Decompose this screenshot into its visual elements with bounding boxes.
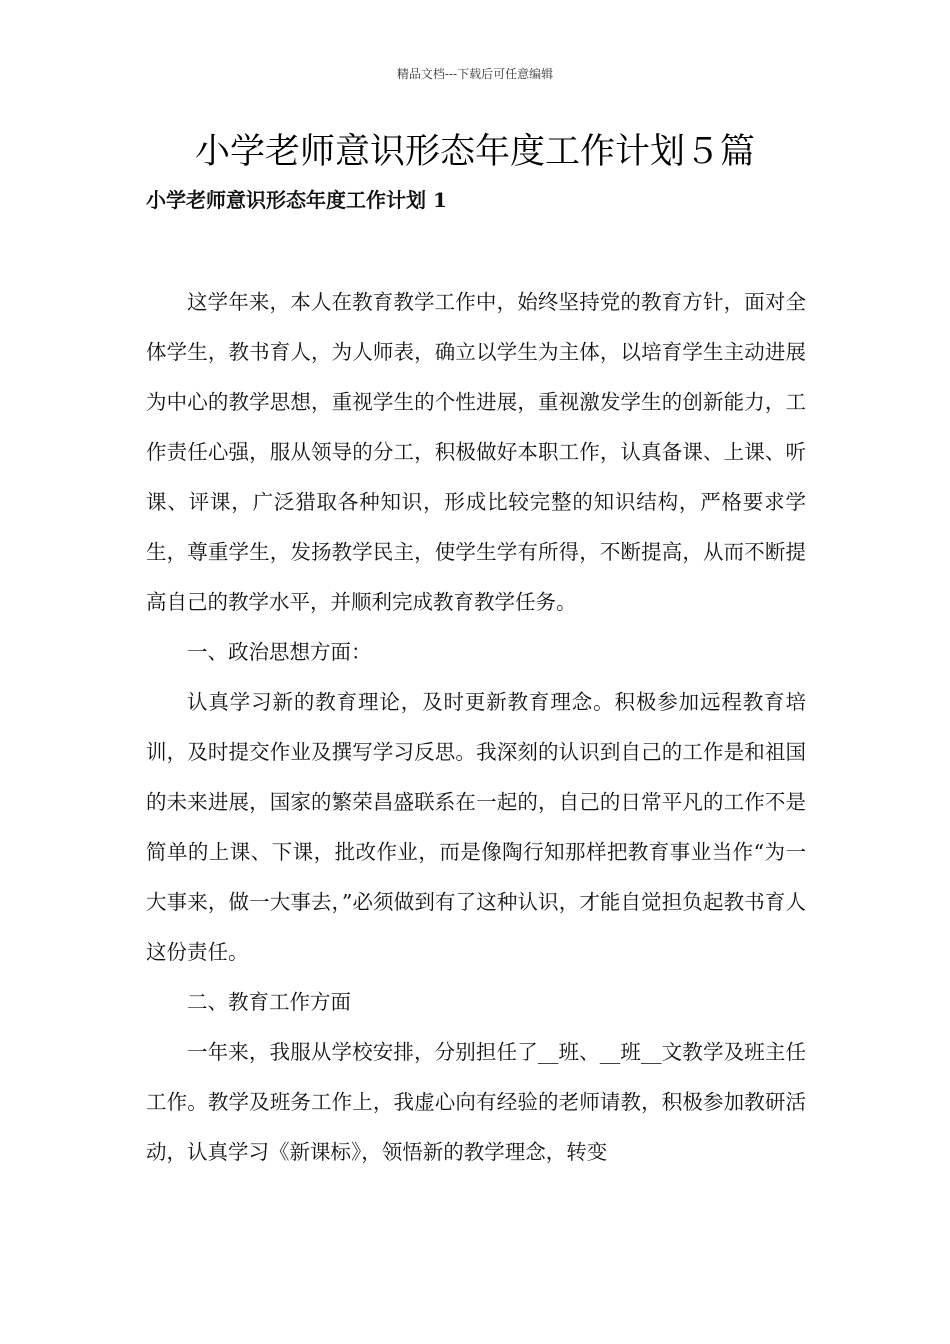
- document-title: 小学老师意识形态年度工作计划５篇: [194, 132, 755, 172]
- paragraph-intro: 这学年来，本人在教育教学工作中，始终坚持党的教育方针，面对全体学生，教书育人，为人师表，确立以学生为主体，以培育学生主动进展为中心的教学思想，重视学生的个性进展，重视激发学生的创新能力，工作责任心强，服从领导的分工，积极做好本职工作，认真备课、上课、听课、评课，广泛猎取各种知识，形成比较完整的知识结构，严格要求学生，尊重学生，发扬教学民主，使学生学有所得，不断提高，从而不断提高自己的教学水平，并顺利完成教育教学任务。: [146, 290, 806, 614]
- paragraph-education: 一年来，我服从学校安排，分别担任了__班、__班__文教学及班主任工作。教学及班务工作上，我虚心向有经验的老师请教，积极参加教研活动，认真学习《新课标》，领悟新的教学理念，转变: [146, 1040, 806, 1164]
- page-header-watermark: 精品文档---下载后可任意编辑: [396, 67, 554, 81]
- section-heading-politics: 一、政治思想方面：: [187, 640, 372, 664]
- paragraph-politics: 认真学习新的教育理论，及时更新教育理念。积极参加远程教育培训，及时提交作业及撰写学习反思。我深刻的认识到自己的工作是和祖国的未来进展，国家的繁荣昌盛联系在一起的，自己的日常平凡的工作不是简单的上课、下课，批改作业，而是像陶行知那样把教育事业当作“为一大事来，做一大事去，”必须做到有了这种认识，才能自觉担负起教书育人这份责任。: [146, 690, 806, 964]
- document-subtitle: 小学老师意识形态年度工作计划 1: [146, 188, 447, 212]
- document-body: [146, 277, 806, 1177]
- section-heading-education: 二、教育工作方面: [187, 990, 351, 1014]
